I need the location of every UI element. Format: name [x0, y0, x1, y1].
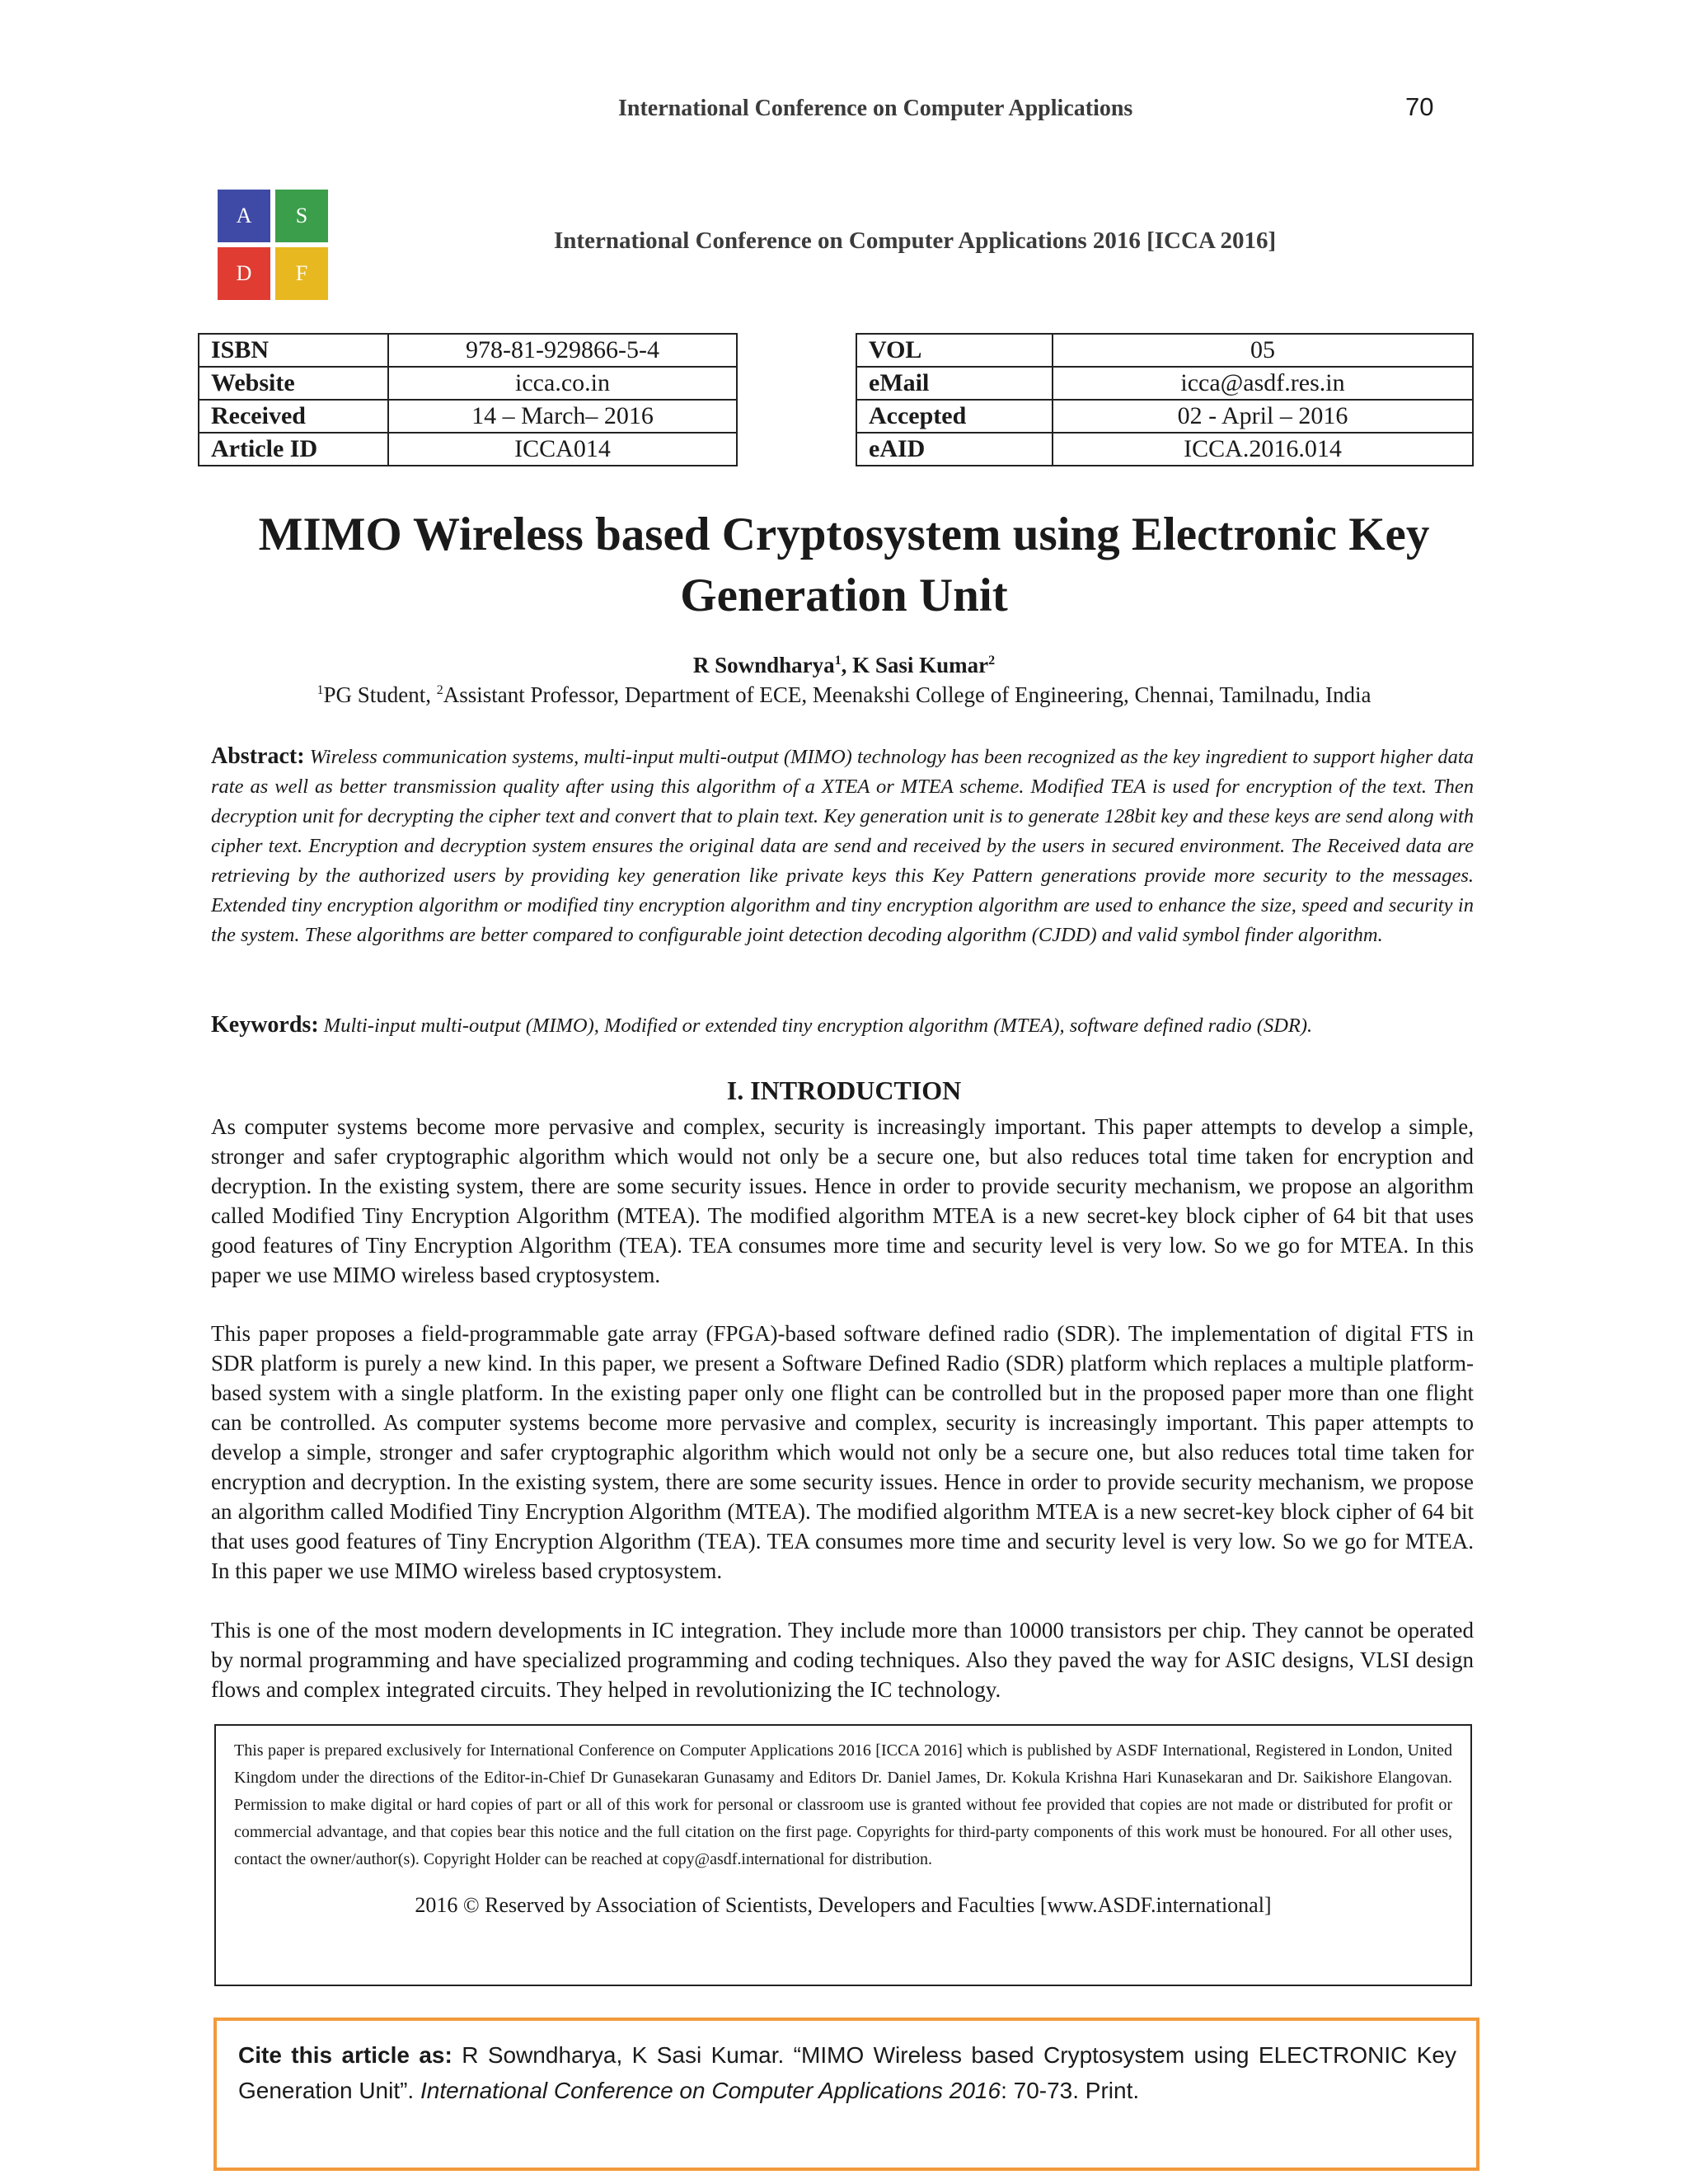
author-1: R Sowndharya	[692, 653, 835, 677]
table-row	[856, 367, 1473, 400]
page-number: 70	[1405, 92, 1434, 121]
meta-value: 978-81-929866-5-4	[388, 334, 737, 367]
affil-sup-1: 1	[316, 683, 324, 697]
meta-table-left	[198, 333, 738, 466]
meta-key: Accepted	[856, 400, 1053, 433]
meta-key: eAID	[856, 433, 1053, 466]
author-2-sup: 2	[988, 654, 996, 668]
meta-value: ICCA.2016.014	[1053, 433, 1473, 466]
cite-label: Cite this article as:	[238, 2042, 452, 2068]
cite-journal: International Conference on Computer Applications 2016	[420, 2078, 1001, 2103]
abstract-text: Wireless communication systems, multi-input multi-output (MIMO) technology has been recognized as the key ingredient to support higher data rate as well as better transmission quality after using this algorithm of a XTEA or MTEA scheme. Modified TEA is used for encryption of the text. Then decryption unit for decrypting the cipher text and convert that to plain text. Key generation unit is to generate 128bit key and these keys are send along with cipher text. Encryption and decryption system ensures the original data are send and received by the users in secured environment. The Received data are retrieving by the authorized users by providing key generation like private keys this Key Pattern generations provide more security to the messages. Extended tiny encryption algorithm or modified tiny encryption algorithm and tiny encryption algorithm are used to enhance the size, speed and security in the system. These algorithms are better compared to configurable joint detection decoding algorithm (CJDD) and valid symbol finder algorithm.	[211, 746, 1474, 946]
abstract	[211, 742, 1474, 950]
logo-tile-f: F	[275, 247, 328, 300]
conference-line: International Conference on Computer Applications 2016 [ICCA 2016]	[554, 227, 1277, 254]
paper-title-line-1: MIMO Wireless based Cryptosystem using Electronic Key	[258, 509, 1430, 560]
meta-key: Received	[199, 400, 388, 433]
affil-sup-2: 2	[436, 683, 443, 697]
table-row	[856, 400, 1473, 433]
affil-part-1: PG Student,	[323, 682, 437, 707]
intro-paragraph-1	[211, 1112, 1474, 1290]
copyright-notice-box	[214, 1724, 1472, 1986]
logo-tile-s: S	[275, 190, 328, 242]
paragraph-text: This paper proposes a field-programmable gate array (FPGA)-based software defined radio (SDR). The implementation of digital FTS in SDR platform is purely a new kind. In this paper, we present a Software Defined Radio (SDR) platform which replaces a multiple platform-based system with a single platform. In the existing paper only one flight can be controlled but in the proposed paper more than one flight can be controlled. As computer systems become more pervasive and complex, security is increasingly important. This paper attempts to develop a simple, stronger and safer cryptographic algorithm which would not only be a secure one, but also reduces total time taken for encryption and decryption. In the existing system, there are some security issues. Hence in order to provide security mechanism, we propose an algorithm called Modified Tiny Encryption Algorithm (MTEA). The modified algorithm MTEA is a new secret-key block cipher of 64 bit that uses good features of Tiny Encryption Algorithm (TEA). TEA consumes more time and security level is very low. So we go for MTEA. In this paper we use MIMO wireless based cryptosystem.	[211, 1321, 1474, 1583]
paper-title	[124, 504, 1564, 626]
meta-value: 14 – March– 2016	[388, 400, 737, 433]
meta-value: 05	[1053, 334, 1473, 367]
copyright-notice-text: This paper is prepared exclusively for International Conference on Computer Applications 2016 [ICCA 2016] which is published by ASDF International, Registered in London, United Kingdom under the directions of the Editor-in-Chief Dr Gunasekaran Gunasamy and Editors Dr. Daniel James, Dr. Kokula Krishna Hari Kunasekaran and Dr. Saikishore Elangovan. Permission to make digital or hard copies of part or all of this work for personal or classroom use is granted without fee provided that copies are not made or distributed for profit or commercial advantage, and that copies bear this notice and the full citation on the first page. Copyrights for third-party components of this work must be honoured. For all other uses, contact the owner/author(s). Copyright Holder can be reached at copy@asdf.international for distribution.	[234, 1741, 1452, 1868]
keywords	[211, 1012, 1474, 1038]
running-head	[0, 92, 1688, 129]
author-separator: ,	[841, 653, 853, 677]
logo-tile-d: D	[218, 247, 270, 300]
keywords-label: Keywords:	[211, 1012, 319, 1038]
logo-tile-a: A	[218, 190, 270, 242]
meta-value: 02 - April – 2016	[1053, 400, 1473, 433]
table-row	[199, 334, 737, 367]
section-title: I. INTRODUCTION	[726, 1076, 962, 1105]
meta-table-right	[856, 333, 1474, 466]
table-row	[199, 367, 737, 400]
paper-title-line-2: Generation Unit	[680, 569, 1008, 621]
table-row	[199, 400, 737, 433]
cite-text: R Sowndharya, K Sasi Kumar. “MIMO Wireless based Cryptosystem using ELECTRONIC Key Generation Unit”.	[238, 2042, 1457, 2103]
running-head-title: International Conference on Computer Applications	[618, 96, 1133, 121]
meta-value: ICCA014	[388, 433, 737, 466]
authors	[0, 653, 1688, 678]
table-row	[856, 334, 1473, 367]
intro-paragraph-3	[211, 1615, 1474, 1704]
cite-pages: : 70-73. Print.	[1001, 2078, 1140, 2103]
meta-value: icca.co.in	[388, 367, 737, 400]
intro-paragraph-2	[211, 1319, 1474, 1586]
paragraph-text: As computer systems become more pervasive and complex, security is increasingly important. This paper attempts to develop a simple, stronger and safer cryptographic algorithm which would not only be a secure one, but also reduces total time taken for encryption and decryption. In the existing system, there are some security issues. Hence in order to provide security mechanism, we propose an algorithm called Modified Tiny Encryption Algorithm (MTEA). The modified algorithm MTEA is a new secret-key block cipher of 64 bit that uses good features of Tiny Encryption Algorithm (TEA). TEA consumes more time and security level is very low. So we go for MTEA. In this paper we use MIMO wireless based cryptosystem.	[211, 1114, 1474, 1287]
meta-key: Website	[199, 367, 388, 400]
table-row	[199, 433, 737, 466]
table-row	[856, 433, 1473, 466]
author-2: K Sasi Kumar	[852, 653, 989, 677]
reserved-line: 2016 © Reserved by Association of Scientists, Developers and Faculties [www.ASDF.international]	[415, 1893, 1272, 1917]
affil-part-2: Assistant Professor, Department of ECE, Meenakshi College of Engineering, Chennai, Tamilnadu, India	[443, 682, 1372, 707]
asdf-logo	[218, 190, 330, 302]
keywords-text: Multi-input multi-output (MIMO), Modified or extended tiny encryption algorithm (MTEA), software defined radio (SDR).	[323, 1015, 1313, 1037]
abstract-label: Abstract:	[211, 743, 305, 769]
cite-box	[213, 2018, 1479, 2171]
meta-key: Article ID	[199, 433, 388, 466]
meta-key: eMail	[856, 367, 1053, 400]
affiliation	[0, 682, 1688, 708]
meta-key: ISBN	[199, 334, 388, 367]
paragraph-text: This is one of the most modern developments in IC integration. They include more than 10000 transistors per chip. They cannot be operated by normal programming and have specialized programming and coding techniques. Also they paved the way for ASIC designs, VLSI design flows and complex integrated circuits. They helped in revolutionizing the IC technology.	[211, 1618, 1474, 1702]
meta-value: icca@asdf.res.in	[1053, 367, 1473, 400]
author-1-sup: 1	[834, 654, 842, 668]
meta-key: VOL	[856, 334, 1053, 367]
